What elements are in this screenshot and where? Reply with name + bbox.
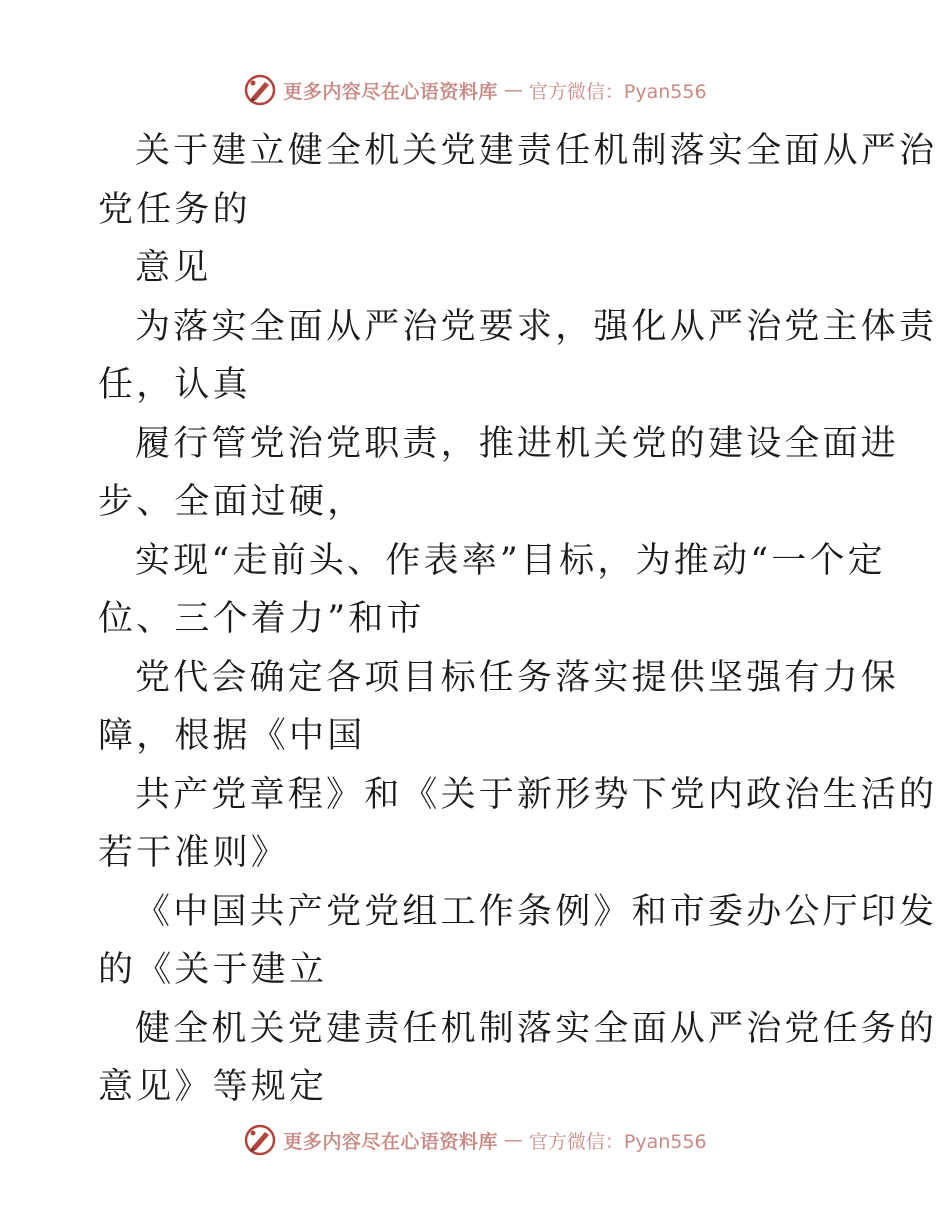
text-line: 步、全面过硬， (98, 482, 366, 522)
banner-contact: 官方微信：Pyan556 (528, 1130, 707, 1153)
text-line: 共产党章程》和《关于新形势下党内政治生活的 (135, 774, 938, 815)
text-line: 意见》等规定 (98, 1067, 328, 1107)
text-line: 实现“走前头、作表率”目标，为推动“一个定 (135, 540, 886, 581)
pen-logo-icon (243, 73, 277, 107)
text-line: 关于建立健全机关党建责任机制落实全面从严治 (135, 131, 938, 171)
banner-text: 更多内容尽在心语资料库 (283, 1130, 498, 1153)
text-line: 障，根据《中国 (98, 716, 366, 756)
text-line: 履行管党治党职责，推进机关党的建设全面进 (135, 423, 900, 464)
text-line: 的《关于建立 (98, 950, 328, 990)
text-line: 任，认真 (98, 365, 251, 405)
text-line: 若干准则》 (98, 833, 290, 873)
pen-logo-icon (243, 1123, 277, 1157)
text-line: 为落实全面从严治党要求，强化从严治党主体责 (135, 306, 938, 347)
text-line: 意见 (135, 248, 212, 288)
header-banner (0, 72, 950, 108)
document-body (98, 122, 938, 1117)
text-line: 位、三个着力”和市 (98, 599, 425, 639)
footer-banner (0, 1122, 950, 1158)
text-line: 党任务的 (98, 189, 251, 230)
text-line: 党代会确定各项目标任务落实提供坚强有力保 (135, 657, 900, 698)
banner-contact: 官方微信：Pyan556 (528, 80, 707, 103)
banner-separator: — (503, 1129, 523, 1151)
text-line: 健全机关党建责任机制落实全面从严治党任务的 (135, 1008, 938, 1049)
banner-separator: — (503, 79, 523, 101)
text-line: 《中国共产党党组工作条例》和市委办公厅印发 (135, 891, 938, 932)
banner-text: 更多内容尽在心语资料库 (283, 80, 498, 103)
